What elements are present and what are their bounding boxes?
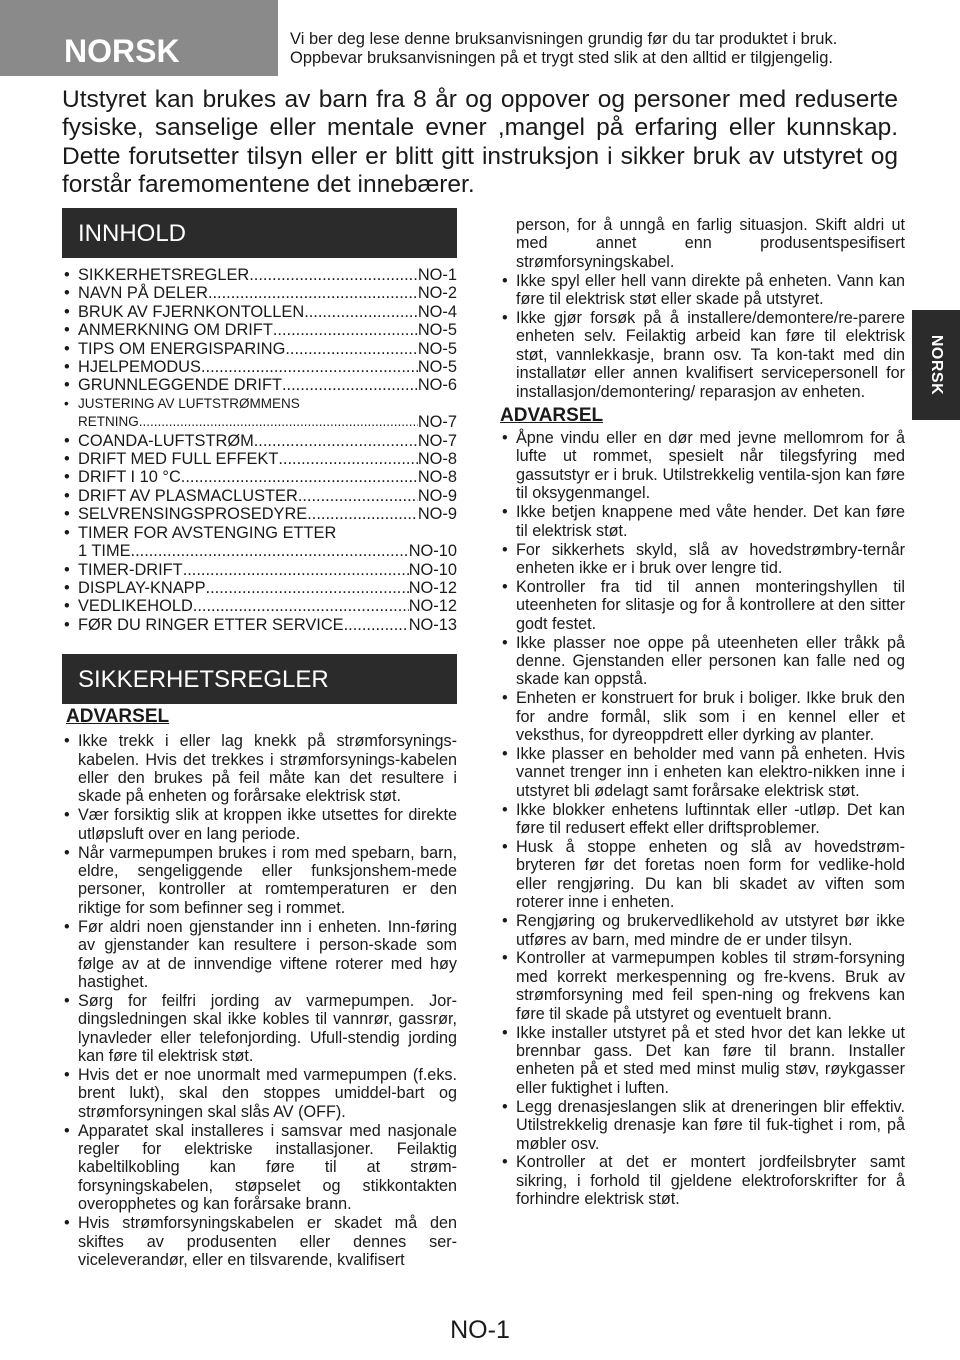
toc-item-row xyxy=(78,376,457,394)
toc-item-title: • GRUNNLEGGENDE DRIFT xyxy=(78,376,282,395)
toc-page: NO-9 xyxy=(417,486,457,505)
toc-item-title-cont: 1 TIME xyxy=(78,542,131,561)
toc-item-title: • ANMERKNING OM DRIFT xyxy=(78,321,273,340)
list-item: • Sørg for feilfri jording av varmepumpen. Jor-dingsledningen skal ikke kobles til vannrør, gassrør, lynavleder eller telefonjording. Ufull-stendig jording kan føre til elektrisk støt. xyxy=(62,992,457,1066)
toc-item-title: • TIMER FOR AVSTENGING ETTER xyxy=(78,523,337,542)
language-header: NORSK xyxy=(0,0,278,76)
toc-item xyxy=(62,321,457,339)
toc-item xyxy=(62,487,457,505)
list-item: • Når varmepumpen brukes i rom med spebarn, barn, eldre, sengeliggende eller funksjonshem-mede personer, kontroller at romtemperaturen er den riktige for som befinner seg i rommet. xyxy=(62,844,457,918)
toc-item xyxy=(62,505,457,523)
list-item: • Ikke blokker enhetens luftinntak eller -utløp. Det kan føre til redusert effekt eller driftsproblemer. xyxy=(500,801,905,838)
toc-item-row xyxy=(78,413,457,431)
safety-list-continuation xyxy=(500,216,905,271)
toc-item-row xyxy=(78,321,457,339)
toc-page: NO-8 xyxy=(417,450,457,469)
list-item: • Ikke spyl eller hell vann direkte på enheten. Vann kan føre til elektrisk støt eller skade på utstyret. xyxy=(500,272,905,309)
toc-item-row xyxy=(78,542,457,560)
toc-page: NO-8 xyxy=(417,468,457,487)
list-item: • Vær forsiktig slik at kroppen ikke utsettes for direkte utløpsluft over en lang periode. xyxy=(62,806,457,843)
toc-item-title: • DRIFT MED FULL EFFEKT xyxy=(78,450,279,469)
toc-leader xyxy=(298,487,418,505)
usage-note xyxy=(290,30,955,68)
list-item: • Apparatet skal installeres i samsvar med nasjonale regler for elektriske installasjoner. Feilaktig kabeltilkobling kan føre til at strøm-forsyningskabelen, støpselet og stikkontakten overopphetes og kan forårsake brann. xyxy=(62,1122,457,1214)
toc-item-row xyxy=(78,561,457,579)
toc-page: NO-7 xyxy=(417,413,457,432)
toc-leader xyxy=(307,505,418,523)
list-item: • For sikkerhets skyld, slå av hovedstrømbry-ternår enheten ikke er i bruk over lengre tid. xyxy=(500,541,905,578)
side-tab-label: NORSK xyxy=(928,334,945,396)
toc-item xyxy=(62,524,457,561)
toc-leader xyxy=(139,413,418,431)
toc-item-row xyxy=(78,487,457,505)
toc-page: NO-13 xyxy=(408,615,457,634)
list-item: • Husk å stoppe enheten og slå av hovedstrøm-bryteren før det foretas noen form for vedlike-hold eller rengjøring. Du kan bli skadet av viften som roterer inne i enheten. xyxy=(500,838,905,912)
toc-item-title: • JUSTERING AV LUFTSTRØMMENS xyxy=(78,395,300,411)
list-item: • Legg drenasjeslangen slik at dreneringen blir effektiv. Utilstrekkelig drenasje kan føre til fuk-tighet i rom, på møbler osv. xyxy=(500,1098,905,1153)
toc-item-row xyxy=(78,284,457,302)
toc-item xyxy=(62,616,457,634)
toc-page: NO-6 xyxy=(417,376,457,395)
toc-page: NO-7 xyxy=(417,431,457,450)
toc-item-row xyxy=(78,266,457,284)
toc-item xyxy=(62,450,457,468)
toc-leader xyxy=(131,542,409,560)
intro-paragraph: Utstyret kan brukes av barn fra 8 år og oppover og personer med reduserte fysiske, sanselige eller mentale evner ,mangel på erfaring eller kunnskap. Dette forutsetter tilsyn eller er blitt gitt instruksjon i sikker bruk av utstyret og forstår faremomentene det innebærer. xyxy=(62,86,898,198)
toc-page: NO-1 xyxy=(417,266,457,284)
toc-item-title: • DRIFT I 10 °C xyxy=(78,468,181,487)
toc-page: NO-5 xyxy=(417,339,457,358)
right-column xyxy=(500,216,905,1209)
toc-page: NO-2 xyxy=(417,284,457,303)
toc-item-title: • TIMER-DRIFT xyxy=(78,560,183,579)
toc-item xyxy=(62,579,457,597)
page-number: NO-1 xyxy=(450,1316,510,1344)
toc-item-row xyxy=(78,358,457,376)
list-item: • Rengjøring og brukervedlikehold av utstyret bør ikke utføres av barn, med mindre de er under tilsyn. xyxy=(500,912,905,949)
toc-item-title: • COANDA-LUFTSTRØM xyxy=(78,431,254,450)
toc-item-title: • DISPLAY-KNAPP xyxy=(78,578,206,597)
warning-label-2: ADVARSEL xyxy=(500,405,604,427)
toc-page: NO-5 xyxy=(417,358,457,377)
safety-heading: SIKKERHETSREGLER xyxy=(62,654,457,704)
list-item: • Kontroller at varmepumpen kobles til strøm-forsyning med korrekt merkespenning og fre-kvens. Bruk av strømforsyning med feil spen-ning og frekvens kan føre til skade på utstyret og eventuelt brann. xyxy=(500,949,905,1023)
toc-item-row xyxy=(78,579,457,597)
toc-leader xyxy=(254,432,418,450)
toc-item xyxy=(62,395,457,432)
toc-item xyxy=(62,303,457,321)
toc-page: NO-10 xyxy=(408,560,457,579)
toc-item-title: • VEDLIKEHOLD xyxy=(78,597,193,616)
list-item: • Kontroller fra tid til annen monteringshyllen til uteenheten for slitasje og for å kontrollere at den sitter godt festet. xyxy=(500,578,905,633)
toc-page: NO-12 xyxy=(408,597,457,616)
usage-note-line: Vi ber deg lese denne bruksanvisningen grundig før du tar produktet i bruk. xyxy=(290,30,838,48)
toc-item-title: • TIPS OM ENERGISPARING xyxy=(78,339,286,358)
toc-item-title: • HJELPEMODUS xyxy=(78,358,201,377)
toc-item xyxy=(62,561,457,579)
list-item: • Ikke betjen knappene med våte hender. Det kan føre til elektrisk støt. xyxy=(500,503,905,540)
left-column xyxy=(62,208,457,1270)
toc-item-title: • SIKKERHETSREGLER xyxy=(78,266,250,284)
safety-list-right-b xyxy=(500,429,905,1209)
toc-leader xyxy=(285,340,417,358)
safety-list-right-a xyxy=(500,272,905,401)
toc-page: NO-4 xyxy=(417,302,457,321)
toc-heading: INNHOLD xyxy=(62,208,457,258)
list-item: • Hvis strømforsyningskabelen er skadet må den skiftes av produsenten eller dennes ser-viceleverandør, eller en tilsvarende, kvalifisert xyxy=(62,1214,457,1269)
list-item: person, for å unngå en farlig situasjon. Skift aldri ut med annet enn produsentspesifisert strømforsyningskabel. xyxy=(516,216,905,271)
toc-item xyxy=(62,432,457,450)
toc-leader xyxy=(273,321,418,339)
toc-leader xyxy=(201,358,418,376)
list-item: • Ikke trekk i eller lag knekk på strømforsynings-kabelen. Hvis det trekkes i strømforsynings-kabelen eller den brukes på feil måte kan det resultere i skade på enheten og forårsake elektrisk støt. xyxy=(62,732,457,806)
list-item: • Før aldri noen gjenstander inn i enheten. Inn-føring av gjenstander kan resultere i person-skade som følge av at de innvendige viftene roterer med høy hastighet. xyxy=(62,918,457,992)
toc-item xyxy=(62,376,457,394)
list-item: • Hvis det er noe unormalt med varmepumpen (f.eks. brent lukt), skal den stoppes umiddel-bart og strømforsyningen skal slås AV (OFF). xyxy=(62,1066,457,1121)
list-item: • Ikke plasser en beholder med vann på enheten. Hvis vannet trenger inn i enheten kan elektro-nikken inne i utstyret bli ødelagt samt forårsake elektrisk støt. xyxy=(500,745,905,800)
toc-item xyxy=(62,358,457,376)
list-item: • Åpne vindu eller en dør med jevne mellomrom for å lufte ut rommet, spesielt når tilegsfyring med gassutstyr er i bruk. Utilstrekkelig ventila-sjon kan føre til oksygenmangel. xyxy=(500,429,905,503)
toc-item-row xyxy=(78,432,457,450)
toc-leader xyxy=(249,266,418,284)
toc-item-title: • FØR DU RINGER ETTER SERVICE xyxy=(78,615,344,634)
list-item: • Ikke installer utstyret på et sted hvor det kan lekke ut brennbar gass. Det kan føre til brann. Installer enheten på et sted med minst mulig støv, røykgasser eller fuktighet i luften. xyxy=(500,1024,905,1098)
toc-item-row xyxy=(78,450,457,468)
toc-item-title-cont: RETNING xyxy=(78,414,139,430)
toc-leader xyxy=(206,579,409,597)
toc-item-title: • NAVN PÅ DELER xyxy=(78,284,208,303)
toc-item xyxy=(62,340,457,358)
toc-item-row xyxy=(78,303,457,321)
table-of-contents xyxy=(62,266,457,634)
list-item: • Enheten er konstruert for bruk i boliger. Ikke bruk den for andre formål, slik som i en kennel eller et veksthus, for dyreoppdrett eller dyrking av planter. xyxy=(500,689,905,744)
toc-item xyxy=(62,597,457,615)
usage-note-line: Oppbevar bruksanvisningen på et trygt sted slik at den alltid er tilgjengelig. xyxy=(290,49,833,67)
toc-page: NO-5 xyxy=(417,321,457,340)
list-item: • Ikke plasser noe oppe på uteenheten eller tråkk på denne. Gjenstanden eller personen kan falle ned og skade kan oppstå. xyxy=(500,634,905,689)
toc-item xyxy=(62,468,457,486)
toc-leader xyxy=(282,376,418,394)
list-item: • Ikke gjør forsøk på å installere/demontere/re-parere enheten selv. Feilaktig arbeid kan føre til elektrisk støt, vannlekkasje, brann osv. Ta kon-takt med din installatør eller annen kvalifisert servicepersonell for installasjon/demontering/ reparasjon av enheten. xyxy=(500,309,905,401)
warning-label: ADVARSEL xyxy=(66,706,170,728)
toc-item xyxy=(62,284,457,302)
toc-item-title: • BRUK AV FJERNKONTOLLEN xyxy=(78,302,305,321)
toc-page: NO-9 xyxy=(417,505,457,524)
safety-list-left xyxy=(62,732,457,1269)
toc-leader xyxy=(193,597,409,615)
toc-page: NO-12 xyxy=(408,578,457,597)
toc-item-title: • SELVRENSINGSPROSEDYRE xyxy=(78,505,308,524)
toc-item-row xyxy=(78,597,457,615)
toc-page: NO-10 xyxy=(408,542,457,561)
toc-leader xyxy=(208,284,418,302)
toc-item-row xyxy=(78,505,457,523)
toc-leader xyxy=(304,303,418,321)
toc-item-title: • DRIFT AV PLASMACLUSTER xyxy=(78,486,298,505)
toc-leader xyxy=(278,450,417,468)
list-item: • Kontroller at det er montert jordfeilsbryter samt sikring, i forhold til gjeldene elektroforskrifter for å forhindre elektrisk støt. xyxy=(500,1153,905,1208)
toc-item-row xyxy=(78,340,457,358)
toc-item xyxy=(62,266,457,284)
toc-leader xyxy=(183,561,409,579)
side-language-tab xyxy=(912,310,960,420)
toc-leader xyxy=(181,468,418,486)
toc-item-row xyxy=(78,616,457,634)
toc-leader xyxy=(344,616,409,634)
toc-item-row xyxy=(78,468,457,486)
